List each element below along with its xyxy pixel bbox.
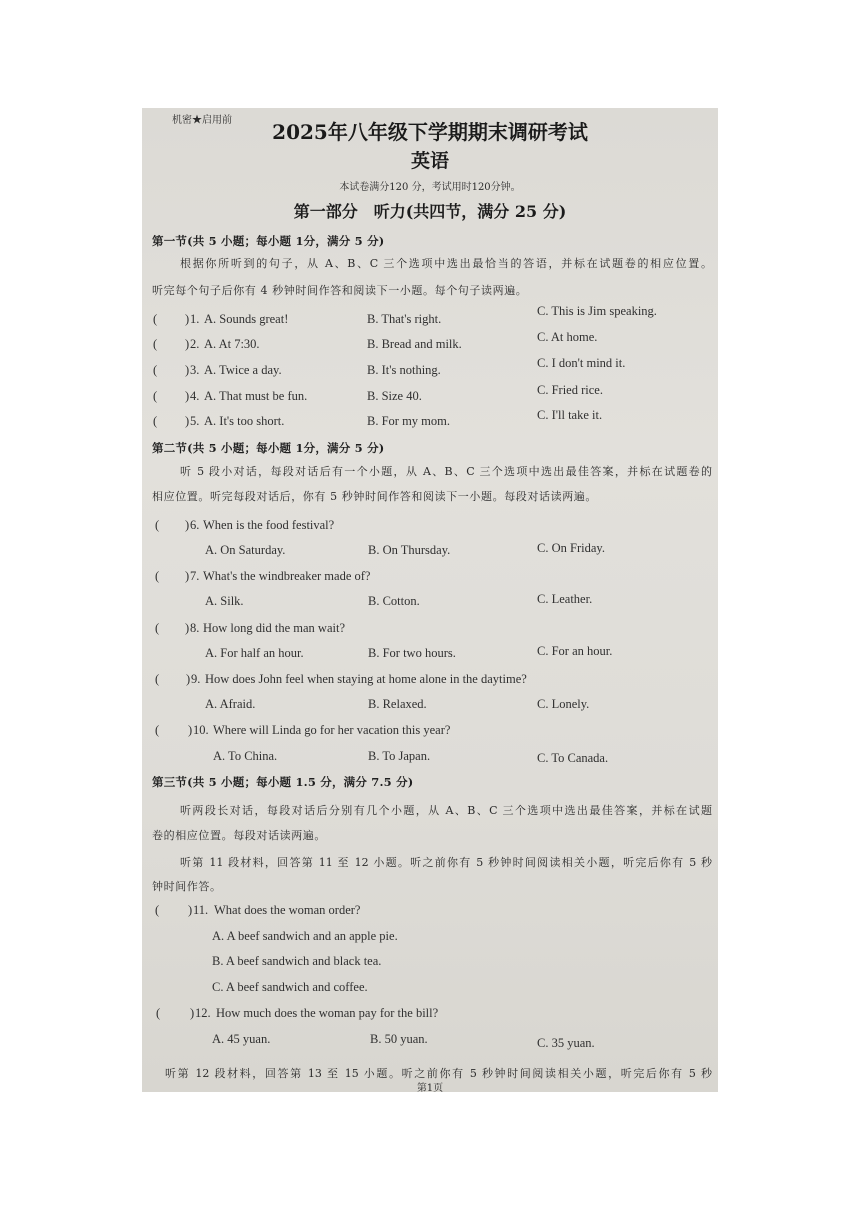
part-title: 第一部分 听力(共四节，满分 25 分)	[293, 202, 567, 221]
answer-bracket-open: (	[153, 389, 158, 403]
option-a: A. Silk.	[205, 594, 244, 608]
question-number: 2.	[190, 337, 200, 351]
option-c: C. This is Jim speaking.	[537, 304, 657, 318]
option-b: B. Size 40.	[367, 389, 422, 403]
exam-title: 2025年八年级下学期期末调研考试	[272, 120, 588, 144]
answer-bracket-open: (	[153, 363, 158, 377]
option-a: A. To China.	[213, 749, 278, 763]
section2-instruction-line: 听 5 段小对话，每段对话后有一个小题，从 A、B、C 三个选项中选出最佳答案，并标在试题卷的	[180, 465, 712, 478]
exam-page	[142, 108, 718, 1092]
section1-heading: 第一节(共 5 小题；每小题 1分，满分 5 分)	[152, 234, 385, 248]
question-number: 3.	[190, 363, 200, 377]
material11-instruction-line: 听第 11 段材料，回答第 11 至 12 小题。听之前你有 5 秒钟时间阅读相关小题，听完后你有 5 秒	[180, 856, 712, 869]
option-b: B. A beef sandwich and black tea.	[212, 954, 382, 968]
answer-bracket-open: (	[153, 414, 158, 428]
exam-note: 本试卷满分120 分，考试用时120分钟。	[339, 182, 521, 193]
option-a: A. Afraid.	[205, 697, 256, 711]
question-number: 5.	[190, 414, 200, 428]
option-a: A. Twice a day.	[204, 363, 282, 377]
material12-instruction-line: 听第 12 段材料，回答第 13 至 15 小题。听之前你有 5 秒钟时间阅读相关小题，听完后你有 5 秒	[165, 1067, 712, 1080]
option-a: A. On Saturday.	[205, 543, 286, 557]
question-stem: How much does the woman pay for the bill?	[216, 1006, 439, 1020]
material11-instruction-line: 钟时间作答。	[152, 880, 222, 893]
question-number: 8.	[190, 621, 200, 635]
section2-instruction-line: 相应位置。听完每段对话后，你有 5 秒钟时间作答和阅读下一小题。每段对话读两遍。	[152, 490, 597, 503]
section3-instruction-line: 听两段长对话，每段对话后分别有几个小题，从 A、B、C 三个选项中选出最佳答案，并标在试题	[180, 804, 712, 817]
answer-bracket-close: )	[188, 723, 193, 737]
answer-bracket-close: )	[186, 672, 191, 686]
section1-instruction-line: 听完每个句子后你有 4 秒钟时间作答和阅读下一小题。每个句子读两遍。	[152, 284, 528, 297]
option-b: B. On Thursday.	[368, 543, 451, 557]
answer-bracket-open: (	[155, 569, 160, 583]
answer-bracket-close: )	[185, 312, 190, 326]
answer-bracket-open: (	[155, 903, 160, 917]
option-b: B. Cotton.	[368, 594, 420, 608]
answer-bracket-close: )	[185, 518, 190, 532]
answer-bracket-open: (	[155, 518, 160, 532]
option-a: A. For half an hour.	[205, 646, 304, 660]
question-stem: Where will Linda go for her vacation this year?	[213, 723, 451, 737]
option-a: A. A beef sandwich and an apple pie.	[212, 929, 398, 943]
answer-bracket-close: )	[185, 621, 190, 635]
section3-instruction-line: 卷的相应位置。每段对话读两遍。	[152, 829, 326, 842]
option-b: B. That's right.	[367, 312, 442, 326]
answer-bracket-close: )	[185, 389, 190, 403]
option-c: C. Lonely.	[537, 697, 590, 711]
confidential-mark: 机密★启用前	[172, 115, 232, 126]
option-a: A. At 7:30.	[204, 337, 260, 351]
answer-bracket-close: )	[185, 337, 190, 351]
answer-bracket-open: (	[156, 1006, 161, 1020]
answer-bracket-close: )	[185, 414, 190, 428]
question-number: 7.	[190, 569, 200, 583]
option-a: A. 45 yuan.	[212, 1032, 271, 1046]
question-number: 9.	[191, 672, 201, 686]
page-number: 第1页	[416, 1083, 444, 1092]
option-c: C. On Friday.	[537, 541, 605, 555]
option-c: C. At home.	[537, 330, 598, 344]
answer-bracket-close: )	[185, 363, 190, 377]
answer-bracket-close: )	[188, 903, 193, 917]
option-b: B. For two hours.	[368, 646, 456, 660]
option-b: B. 50 yuan.	[370, 1032, 428, 1046]
question-stem: When is the food festival?	[203, 518, 335, 532]
section3-heading: 第三节(共 5 小题；每小题 1.5 分，满分 7.5 分)	[152, 775, 414, 789]
question-stem: How long did the man wait?	[203, 621, 345, 635]
option-b: B. Bread and milk.	[367, 337, 462, 351]
option-a: A. It's too short.	[204, 414, 285, 428]
question-number: 11.	[193, 903, 209, 917]
section1-instruction-line: 根据你所听到的句子，从 A、B、C 三个选项中选出最恰当的答语，并标在试题卷的相应位置。	[180, 257, 712, 270]
question-number: 6.	[190, 518, 200, 532]
option-b: B. Relaxed.	[368, 697, 427, 711]
answer-bracket-open: (	[155, 723, 160, 737]
answer-bracket-open: (	[155, 672, 160, 686]
answer-bracket-close: )	[190, 1006, 195, 1020]
question-number: 1.	[190, 312, 200, 326]
answer-bracket-close: )	[185, 569, 190, 583]
question-stem: What does the woman order?	[214, 903, 361, 917]
question-number: 4.	[190, 389, 200, 403]
answer-bracket-open: (	[155, 621, 160, 635]
section2-heading: 第二节(共 5 小题；每小题 1分，满分 5 分)	[152, 441, 385, 455]
answer-bracket-open: (	[153, 337, 158, 351]
question-number: 10.	[193, 723, 209, 737]
option-a: A. Sounds great!	[204, 312, 289, 326]
option-c: C. Leather.	[537, 592, 593, 606]
option-c: C. To Canada.	[537, 751, 609, 765]
option-c: C. A beef sandwich and coffee.	[212, 980, 368, 994]
question-stem: What's the windbreaker made of?	[203, 569, 371, 583]
option-b: B. For my mom.	[367, 414, 450, 428]
option-b: B. To Japan.	[368, 749, 431, 763]
option-c: C. I don't mind it.	[537, 356, 626, 370]
question-number: 12.	[195, 1006, 211, 1020]
question-stem: How does John feel when staying at home alone in the daytime?	[205, 672, 527, 686]
option-c: C. I'll take it.	[537, 408, 603, 422]
option-c: C. Fried rice.	[537, 383, 603, 397]
subject-title: 英语	[410, 150, 449, 172]
option-a: A. That must be fun.	[204, 389, 308, 403]
answer-bracket-open: (	[153, 312, 158, 326]
option-c: C. 35 yuan.	[537, 1036, 595, 1050]
option-b: B. It's nothing.	[367, 363, 441, 377]
option-c: C. For an hour.	[537, 644, 613, 658]
